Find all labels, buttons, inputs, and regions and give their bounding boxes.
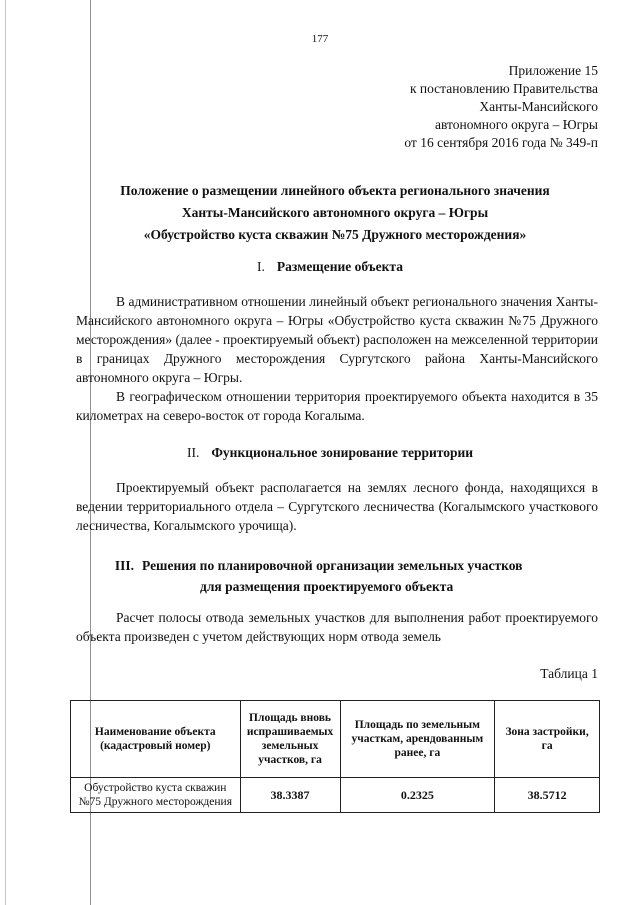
section-title-continued: для размещения проектируемого объекта (200, 579, 454, 594)
table-header-row (71, 701, 600, 778)
land-plots-table (70, 700, 600, 813)
section-3-heading (90, 555, 610, 597)
title-line: «Обустройство куста скважин №75 Дружного месторождения» (143, 227, 527, 242)
appendix-line: автономного округа – Югры (435, 117, 598, 132)
appendix-line: от 16 сентября 2016 года № 349-п (404, 135, 598, 150)
section-number: I. (257, 259, 265, 274)
section-number: III. (114, 558, 134, 573)
cell-build-zone: 38.5712 (495, 778, 600, 813)
section-title: Решения по планировочной организации земельных участков (142, 558, 523, 573)
section-1-heading (60, 259, 600, 275)
section-title: Размещение объекта (276, 259, 403, 274)
section-2-heading (60, 445, 600, 461)
title-line: Ханты-Мансийского автономного округа – Югры (181, 205, 489, 220)
section-1-paragraph-1: В административном отношении линейный объект регионального значения Ханты-Мансийского автономного округа – Югры «Обустройство куста скважин №75 Дружного месторождения» (далее - проектируемый объект) расположен на межселенной территории в границах Дружного месторождения Сургутского района Ханты-Мансийского автономного округа – Югры. (76, 294, 598, 385)
binding-edge-line (5, 0, 6, 905)
title-line: Положение о размещении линейного объекта регионального значения (120, 183, 550, 198)
column-header-build-zone: Зона застройки, га (495, 701, 600, 778)
section-title: Функциональное зонирование территории (211, 445, 474, 460)
cell-new-area: 38.3387 (240, 778, 340, 813)
cell-leased-area: 0.2325 (340, 778, 495, 813)
document-title (80, 180, 590, 246)
cell-object-name: Обустройство куста скважин №75 Дружного месторождения (71, 778, 241, 813)
appendix-reference (404, 62, 598, 152)
page-number: 177 (311, 33, 329, 45)
appendix-line: Ханты-Мансийского (479, 99, 598, 114)
appendix-line: к постановлению Правительства (409, 81, 598, 96)
table-caption: Таблица 1 (540, 666, 598, 681)
table-row (71, 778, 600, 813)
section-3-paragraph-1: Расчет полосы отвода земельных участков для выполнения работ проектируемого объекта произведен с учетом действующих норм отвода земель (76, 610, 598, 644)
column-header-new-area: Площадь вновь испрашиваемых земельных участков, га (240, 701, 340, 778)
appendix-line: Приложение 15 (508, 63, 598, 78)
column-header-leased-area: Площадь по земельным участкам, арендованным ранее, га (340, 701, 495, 778)
section-number: II. (186, 445, 200, 460)
column-header-object-name: Наименование объекта (кадастровый номер) (71, 701, 241, 778)
section-2-paragraph-1: Проектируемый объект располагается на землях лесного фонда, находящихся в ведении территориального отдела – Сургутского лесничества (Когалымского участкового лесничества, Когалымского урочища). (76, 480, 598, 533)
section-1-paragraph-2: В географическом отношении территория проектируемого объекта находится в 35 километрах на северо-восток от города Когалыма. (76, 389, 598, 423)
